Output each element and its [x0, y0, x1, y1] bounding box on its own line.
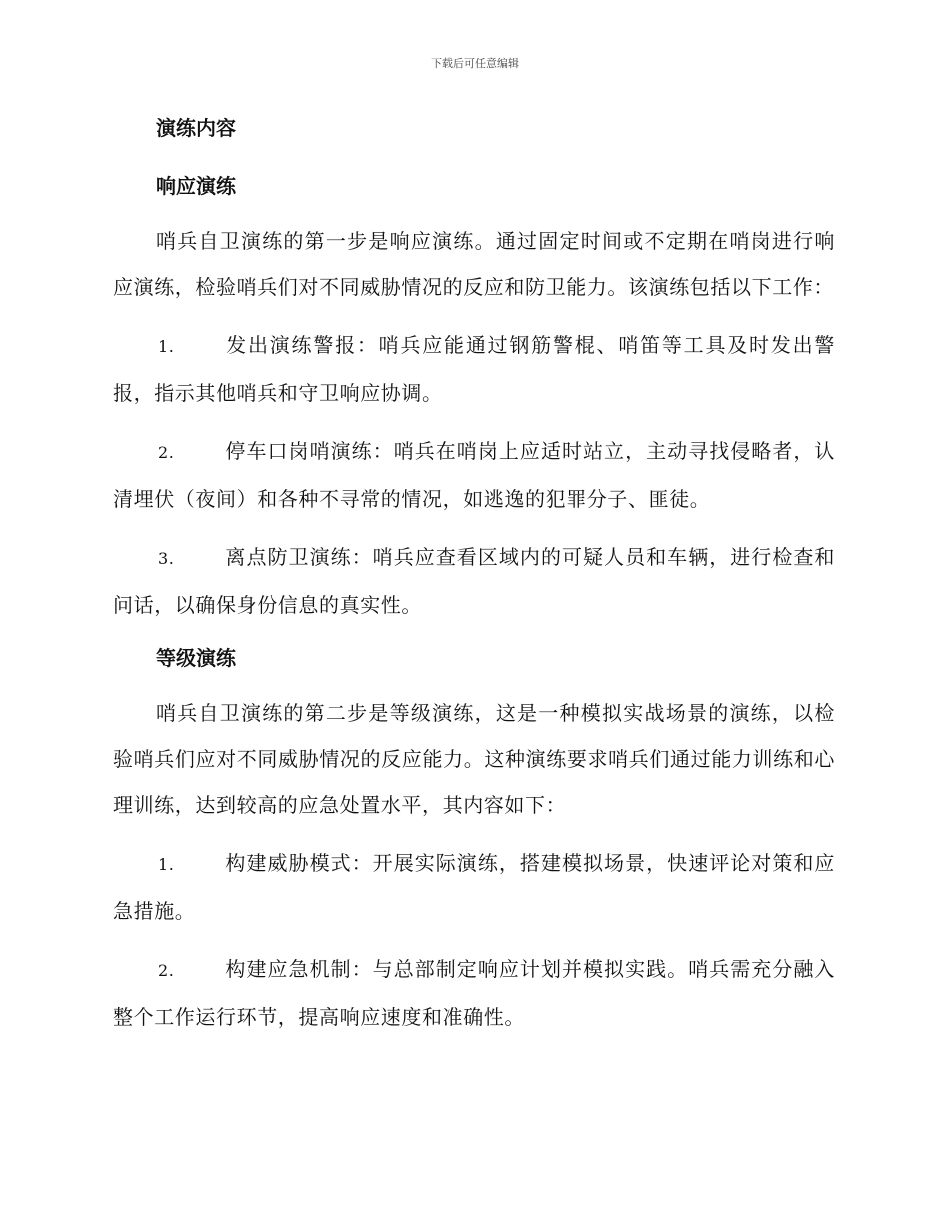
list-item-text: 停车口岗哨演练：哨兵在哨岗上应适时站立，主动寻找侵略者，认清埋伏（夜间）和各种不寻常的情况，如逃逸的犯罪分子、匪徒。: [113, 439, 835, 511]
list-number: 2.: [158, 961, 175, 980]
page-header: 下载后可任意编辑: [431, 57, 519, 70]
document-body: [113, 110, 835, 1052]
section-heading-response-drill: 响应演练: [156, 174, 236, 198]
list-item: [113, 534, 835, 628]
list-item-text: 构建威胁模式：开展实际演练，搭建模拟场景，快速评论对策和应急措施。: [113, 851, 835, 923]
section-heading-level-drill: 等级演练: [156, 646, 236, 670]
list-item-text: 离点防卫演练：哨兵应查看区域内的可疑人员和车辆，进行检查和问话，以确保身份信息的真实性。: [113, 545, 835, 617]
list-item-text: 发出演练警报：哨兵应能通过钢筋警棍、哨笛等工具及时发出警报，指示其他哨兵和守卫响应协调。: [113, 333, 835, 405]
list-item: [113, 946, 835, 1040]
document-title: 演练内容: [156, 116, 236, 140]
list-number: 2.: [158, 443, 175, 462]
list-number: 1.: [158, 855, 175, 874]
list-number: 3.: [158, 549, 175, 568]
section2-intro-paragraph: 哨兵自卫演练的第二步是等级演练，这是一种模拟实战场景的演练，以检验哨兵们应对不同威胁情况的反应能力。这种演练要求哨兵们通过能力训练和心理训练，达到较高的应急处置水平，其内容如下：: [113, 701, 835, 817]
section1-intro-paragraph: 哨兵自卫演练的第一步是响应演练。通过固定时间或不定期在哨岗进行响应演练，检验哨兵们对不同威胁情况的反应和防卫能力。该演练包括以下工作：: [113, 229, 835, 299]
list-number: 1.: [158, 337, 175, 356]
list-item: [113, 428, 835, 522]
list-item-text: 构建应急机制：与总部制定响应计划并模拟实践。哨兵需充分融入整个工作运行环节，提高响应速度和准确性。: [113, 957, 835, 1029]
list-item: [113, 840, 835, 934]
list-item: [113, 322, 835, 416]
